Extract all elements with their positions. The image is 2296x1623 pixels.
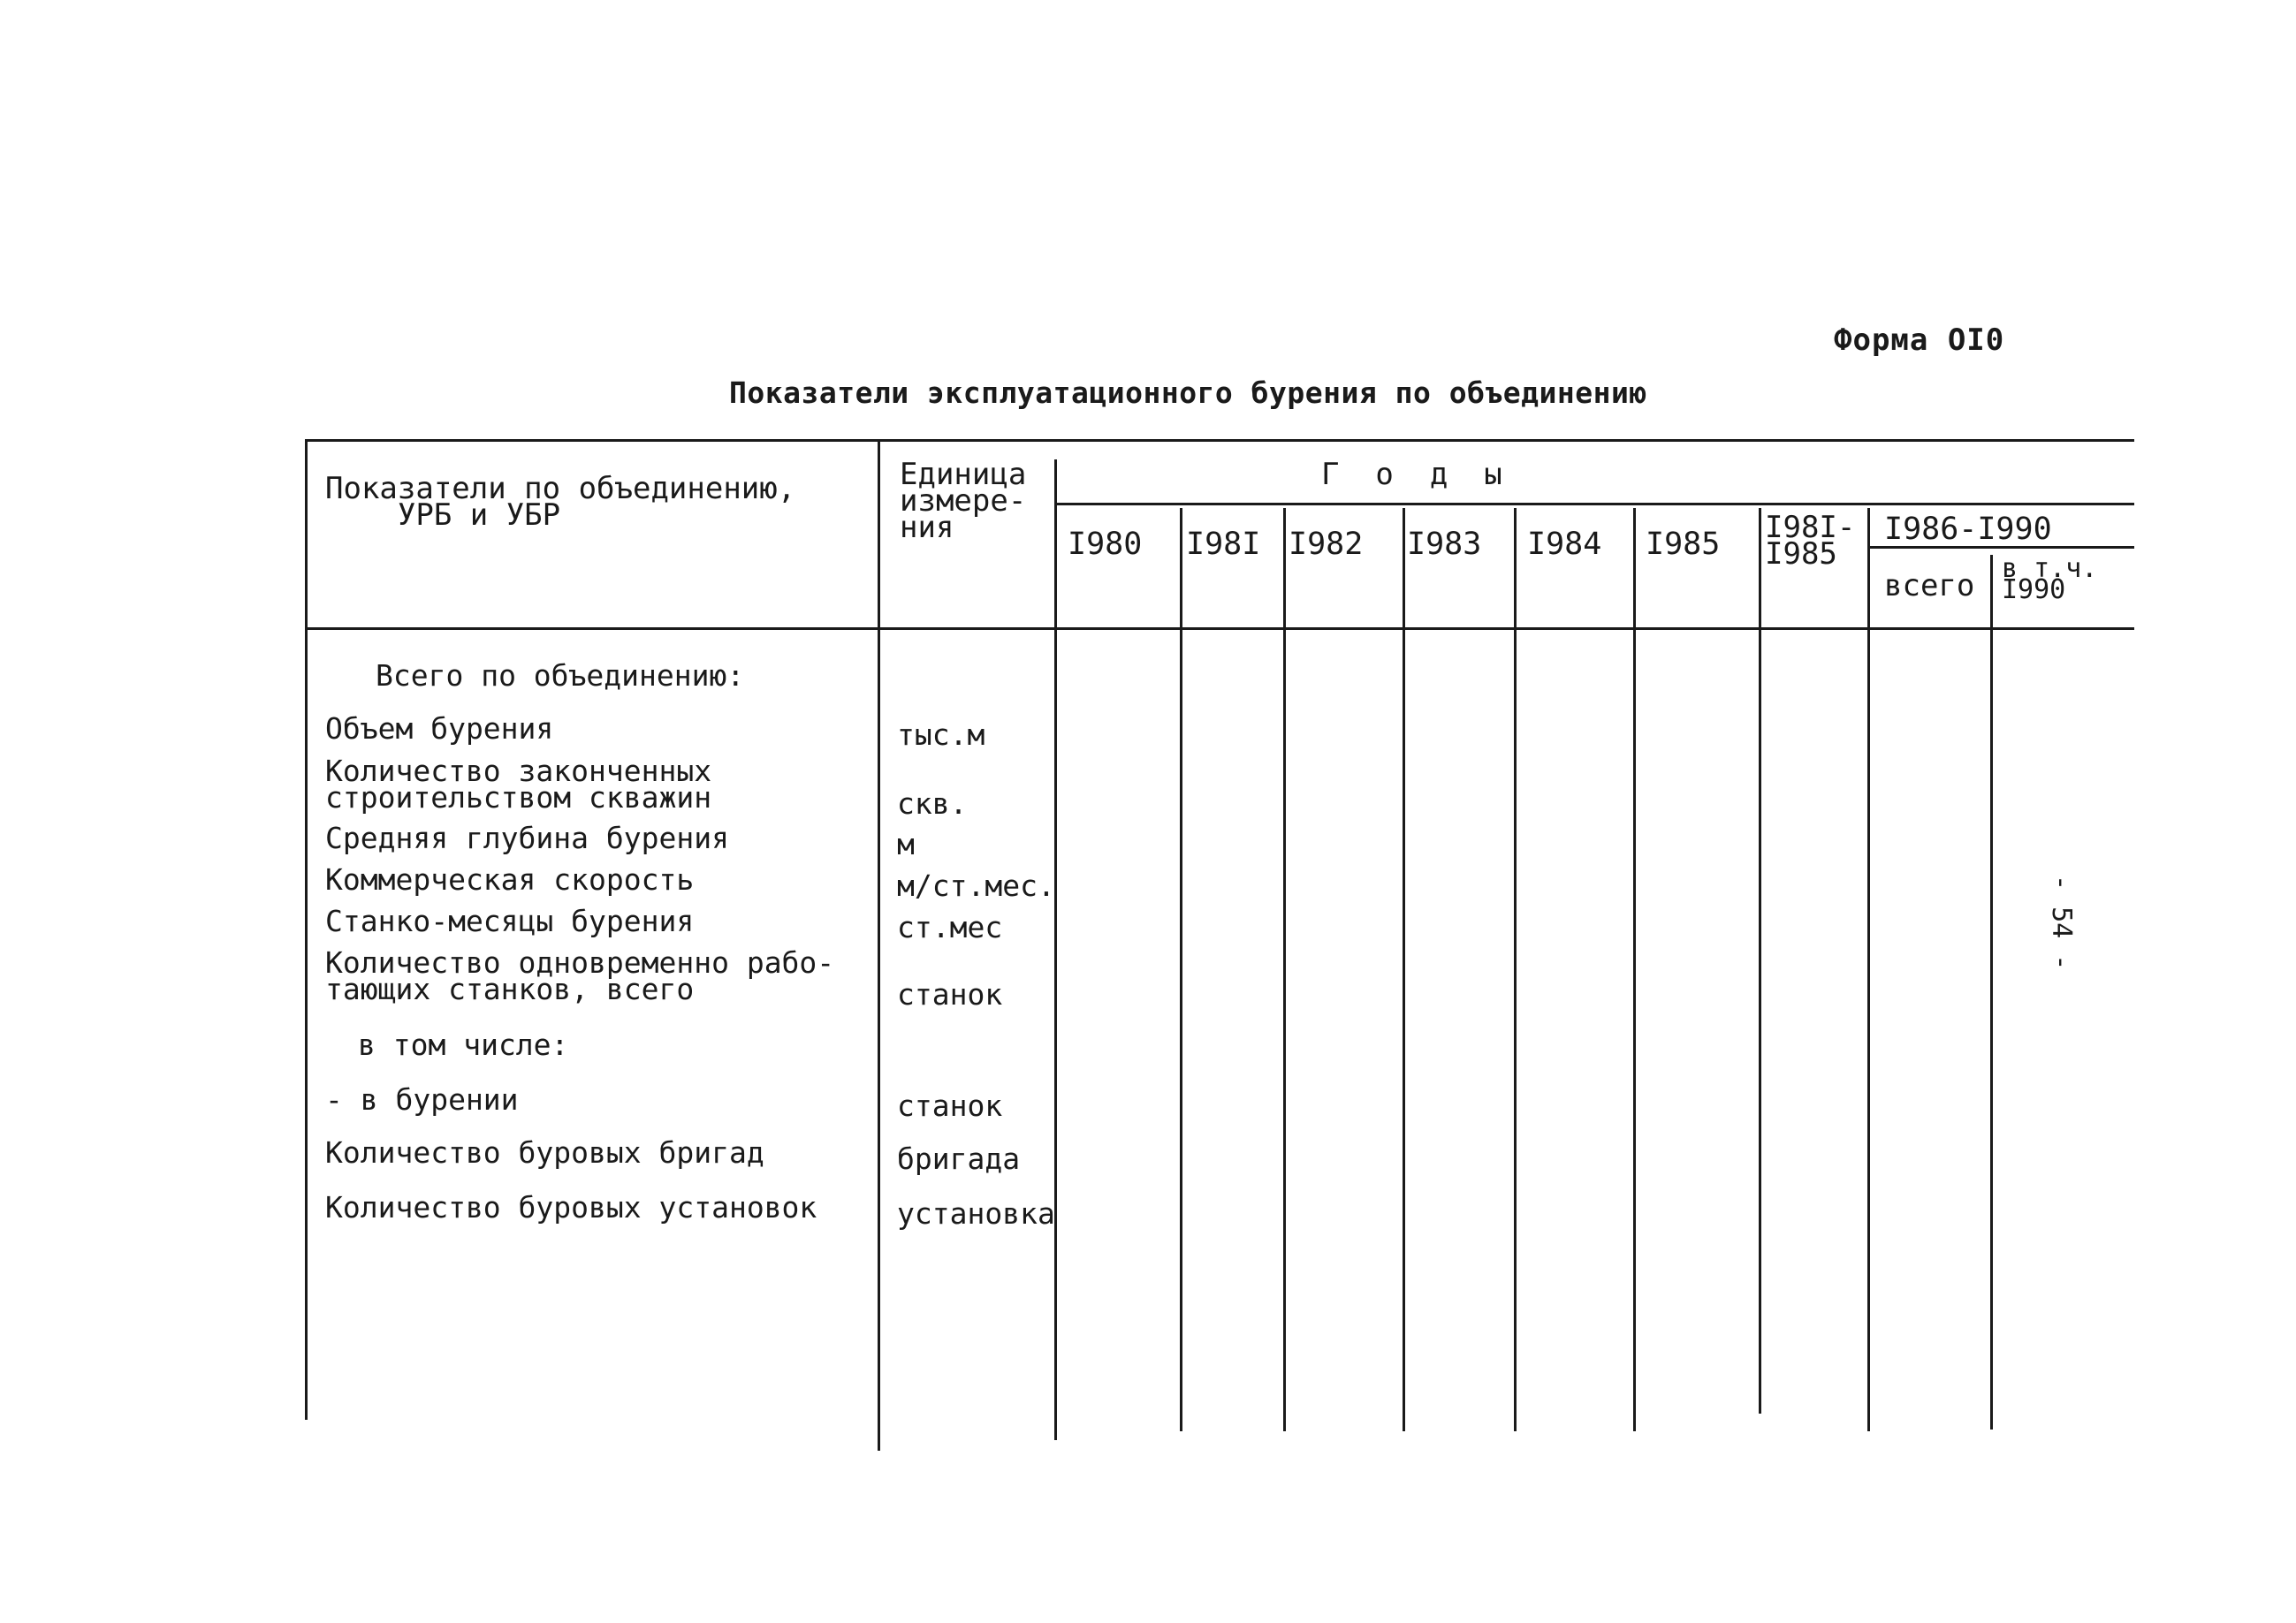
document-title: Показатели эксплуатационного бурения по объединению [729,375,1647,410]
header-year-1982: I982 [1289,527,1364,562]
row-label-avg-depth: Средняя глубина бурения [325,821,729,855]
row-unit-wells-completed: скв. [897,786,968,821]
form-number: Форма ОI0 [1834,322,2005,358]
row-label-including: в том числе: [358,1028,569,1062]
row-label-total: Всего по объединению: [376,658,745,693]
row-label-wells-completed: Количество законченных строительством скважин [325,754,712,815]
col-1985-rule [1633,508,1636,1431]
col-1982-rule [1283,508,1286,1431]
page-number: - 54 - [2046,875,2077,971]
header-indicators: Показатели по объединению, УРБ и УБР [325,471,796,533]
col-1980-rule [1054,459,1057,1440]
header-total: всего [1884,568,1975,603]
row-label-rigs-installed: Количество буровых установок [325,1190,817,1225]
col-period-rule [1867,508,1870,1431]
header-unit: Единица измере- ния [900,457,1027,545]
col-1981-rule [1180,508,1182,1431]
col-range-rule [1759,508,1761,1414]
row-unit-volume: тыс.м [897,717,985,752]
table-left-rule [305,439,308,1420]
row-unit-rigs-installed: установка [897,1196,1055,1231]
header-range-1981-1985: I98I- I985 [1765,510,1856,572]
row-unit-avg-depth: м [897,827,915,861]
header-year-1983: I983 [1407,527,1482,562]
header-year-1984: I984 [1527,527,1602,562]
row-unit-commercial-speed: м/ст.мес. [897,868,1055,903]
col-unit-rule [878,439,880,1451]
table-top-rule [305,439,2134,442]
header-year-1981: I98I [1186,527,1261,562]
row-label-volume: Объем бурения [325,711,554,746]
header-year-1985: I985 [1646,527,1721,562]
row-label-rig-months: Станко-месяцы бурения [325,904,695,938]
header-bottom-rule [305,627,2134,630]
row-label-rigs-operating: Количество одновременно рабо- тающих станков, всего [325,945,835,1006]
row-label-in-drilling: - в бурении [325,1082,519,1117]
row-unit-crews: бригада [897,1141,1021,1176]
col-1983-rule [1403,508,1405,1431]
header-year-1980: I980 [1068,527,1143,562]
row-unit-rigs-operating: станок [897,977,1003,1012]
col-incl-rule [1990,555,1993,1430]
row-unit-rig-months: ст.мес [897,910,1003,944]
row-label-commercial-speed: Коммерческая скорость [325,862,695,897]
col-1984-rule [1514,508,1517,1431]
header-incl-1990: в т.ч. I990 [2002,553,2098,605]
header-period-1986-1990: I986-I990 [1884,512,2052,547]
row-label-crews: Количество буровых бригад [325,1135,764,1170]
row-unit-in-drilling: станок [897,1088,1003,1123]
years-group-rule [1056,503,2134,505]
header-years-group: Г о д ы [1321,457,1502,492]
